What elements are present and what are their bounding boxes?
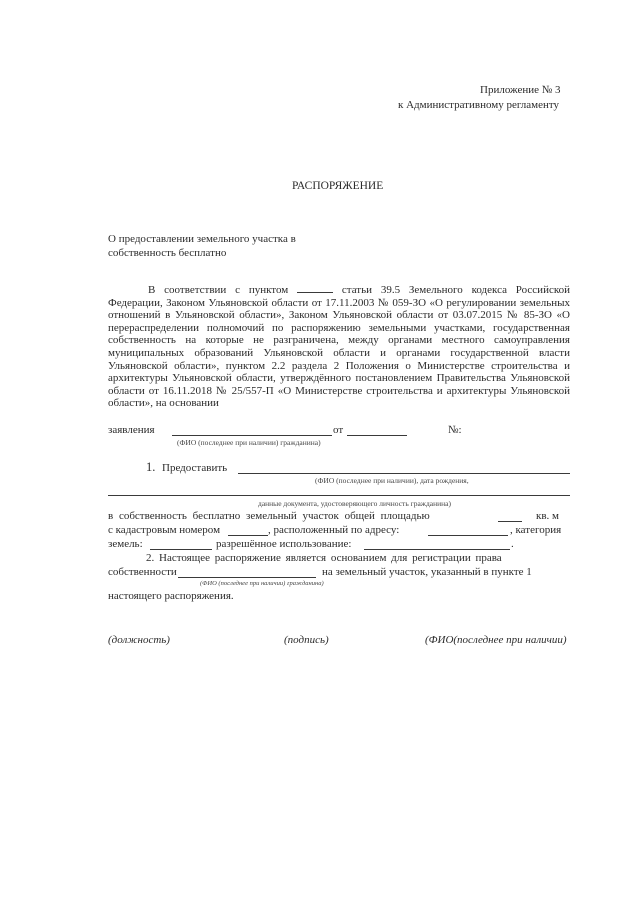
- item-1-number: 1.: [146, 460, 156, 474]
- item-1-line-c-mid: разрешённое использование:: [216, 538, 352, 550]
- item-1-line-a: в собственность бесплатно земельный участок общей площадью: [108, 510, 430, 522]
- application-date-blank[interactable]: [347, 435, 407, 436]
- item-2-fio-blank[interactable]: [178, 577, 316, 578]
- area-blank[interactable]: [498, 521, 522, 522]
- signature-fio: (ФИО(последнее при наличии): [425, 634, 567, 646]
- item-2-line-2-end: на земельный участок, указанный в пункте 1: [322, 566, 532, 578]
- applicant-fio-note: (ФИО (последнее при наличии) гражданина): [177, 438, 321, 447]
- preamble-text-body: статьи 39.5 Земельного кодекса Российской Федерации, Законом Ульяновской области от 17.11.2003 № 059-ЗО «О регулировании земельных отношений в Ульяновской области», Законом Ульяновской области от 03.07.2015 № 85-ЗО «О перераспределении полномочий по распоряжению земельными участками, государственная собственность на которые не разграничена, между органами местного самоуправления муниципальных образований Ульяновской области и органами государственной власти Ульяновской области», пунктом 2.2 раздела 2 Положения о Министерстве строительства и архитектуры Ульяновской области, утверждённого постановлением Правительства Ульяновской области от 16.11.2018 № 25/557-П «О Министерстве строительства и архитектуры Ульяновской области», на основании: [108, 284, 571, 410]
- number-sign: №:: [448, 424, 462, 436]
- preamble-text-start: В соответствии с пунктом: [148, 284, 289, 296]
- item-1-line-c-end: .: [511, 538, 514, 550]
- item-2-fio-note: (ФИО (последнее при наличии) гражданина): [200, 580, 324, 587]
- subject-line-2: собственность бесплатно: [108, 247, 227, 259]
- document-title: РАСПОРЯЖЕНИЕ: [292, 180, 384, 192]
- permitted-use-blank[interactable]: [364, 549, 510, 550]
- item-1-line-b-end: , категория: [510, 524, 562, 536]
- preamble-paragraph: [108, 283, 570, 410]
- appendix-reference: к Административному регламенту: [398, 99, 560, 111]
- address-blank[interactable]: [428, 535, 508, 536]
- item-2-line-2-start: собственности: [108, 566, 177, 578]
- item-1-line-b-mid: , расположенный по адресу:: [268, 524, 400, 536]
- item-1-line-c-start: земель:: [108, 538, 143, 550]
- item-1-document-note: данные документа, удостоверяющего личность гражданина): [258, 499, 451, 508]
- item-1-line-b-start: с кадастровым номером: [108, 524, 221, 536]
- application-word: заявления: [108, 424, 155, 436]
- area-unit: кв. м: [536, 510, 559, 522]
- signature-sign: (подпись): [284, 634, 329, 646]
- land-category-blank[interactable]: [150, 549, 212, 550]
- subject-line-1: О предоставлении земельного участка в: [108, 233, 296, 245]
- item-1-fio-note: (ФИО (последнее при наличии), дата рождения,: [315, 476, 469, 485]
- item-1-document-blank[interactable]: [108, 495, 570, 496]
- appendix-number: Приложение № 3: [480, 84, 561, 96]
- from-word: от: [333, 424, 344, 436]
- applicant-name-blank[interactable]: [172, 435, 332, 436]
- cadastral-number-blank[interactable]: [228, 535, 268, 536]
- item-1-word: Предоставить: [162, 462, 228, 474]
- item-2-line-1: 2. Настоящее распоряжение является основанием для регистрации права: [146, 552, 502, 564]
- item-2-line-3: настоящего распоряжения.: [108, 590, 234, 602]
- article-point-blank[interactable]: [297, 283, 333, 293]
- item-1-fio-blank[interactable]: [238, 473, 570, 474]
- signature-position: (должность): [108, 634, 170, 646]
